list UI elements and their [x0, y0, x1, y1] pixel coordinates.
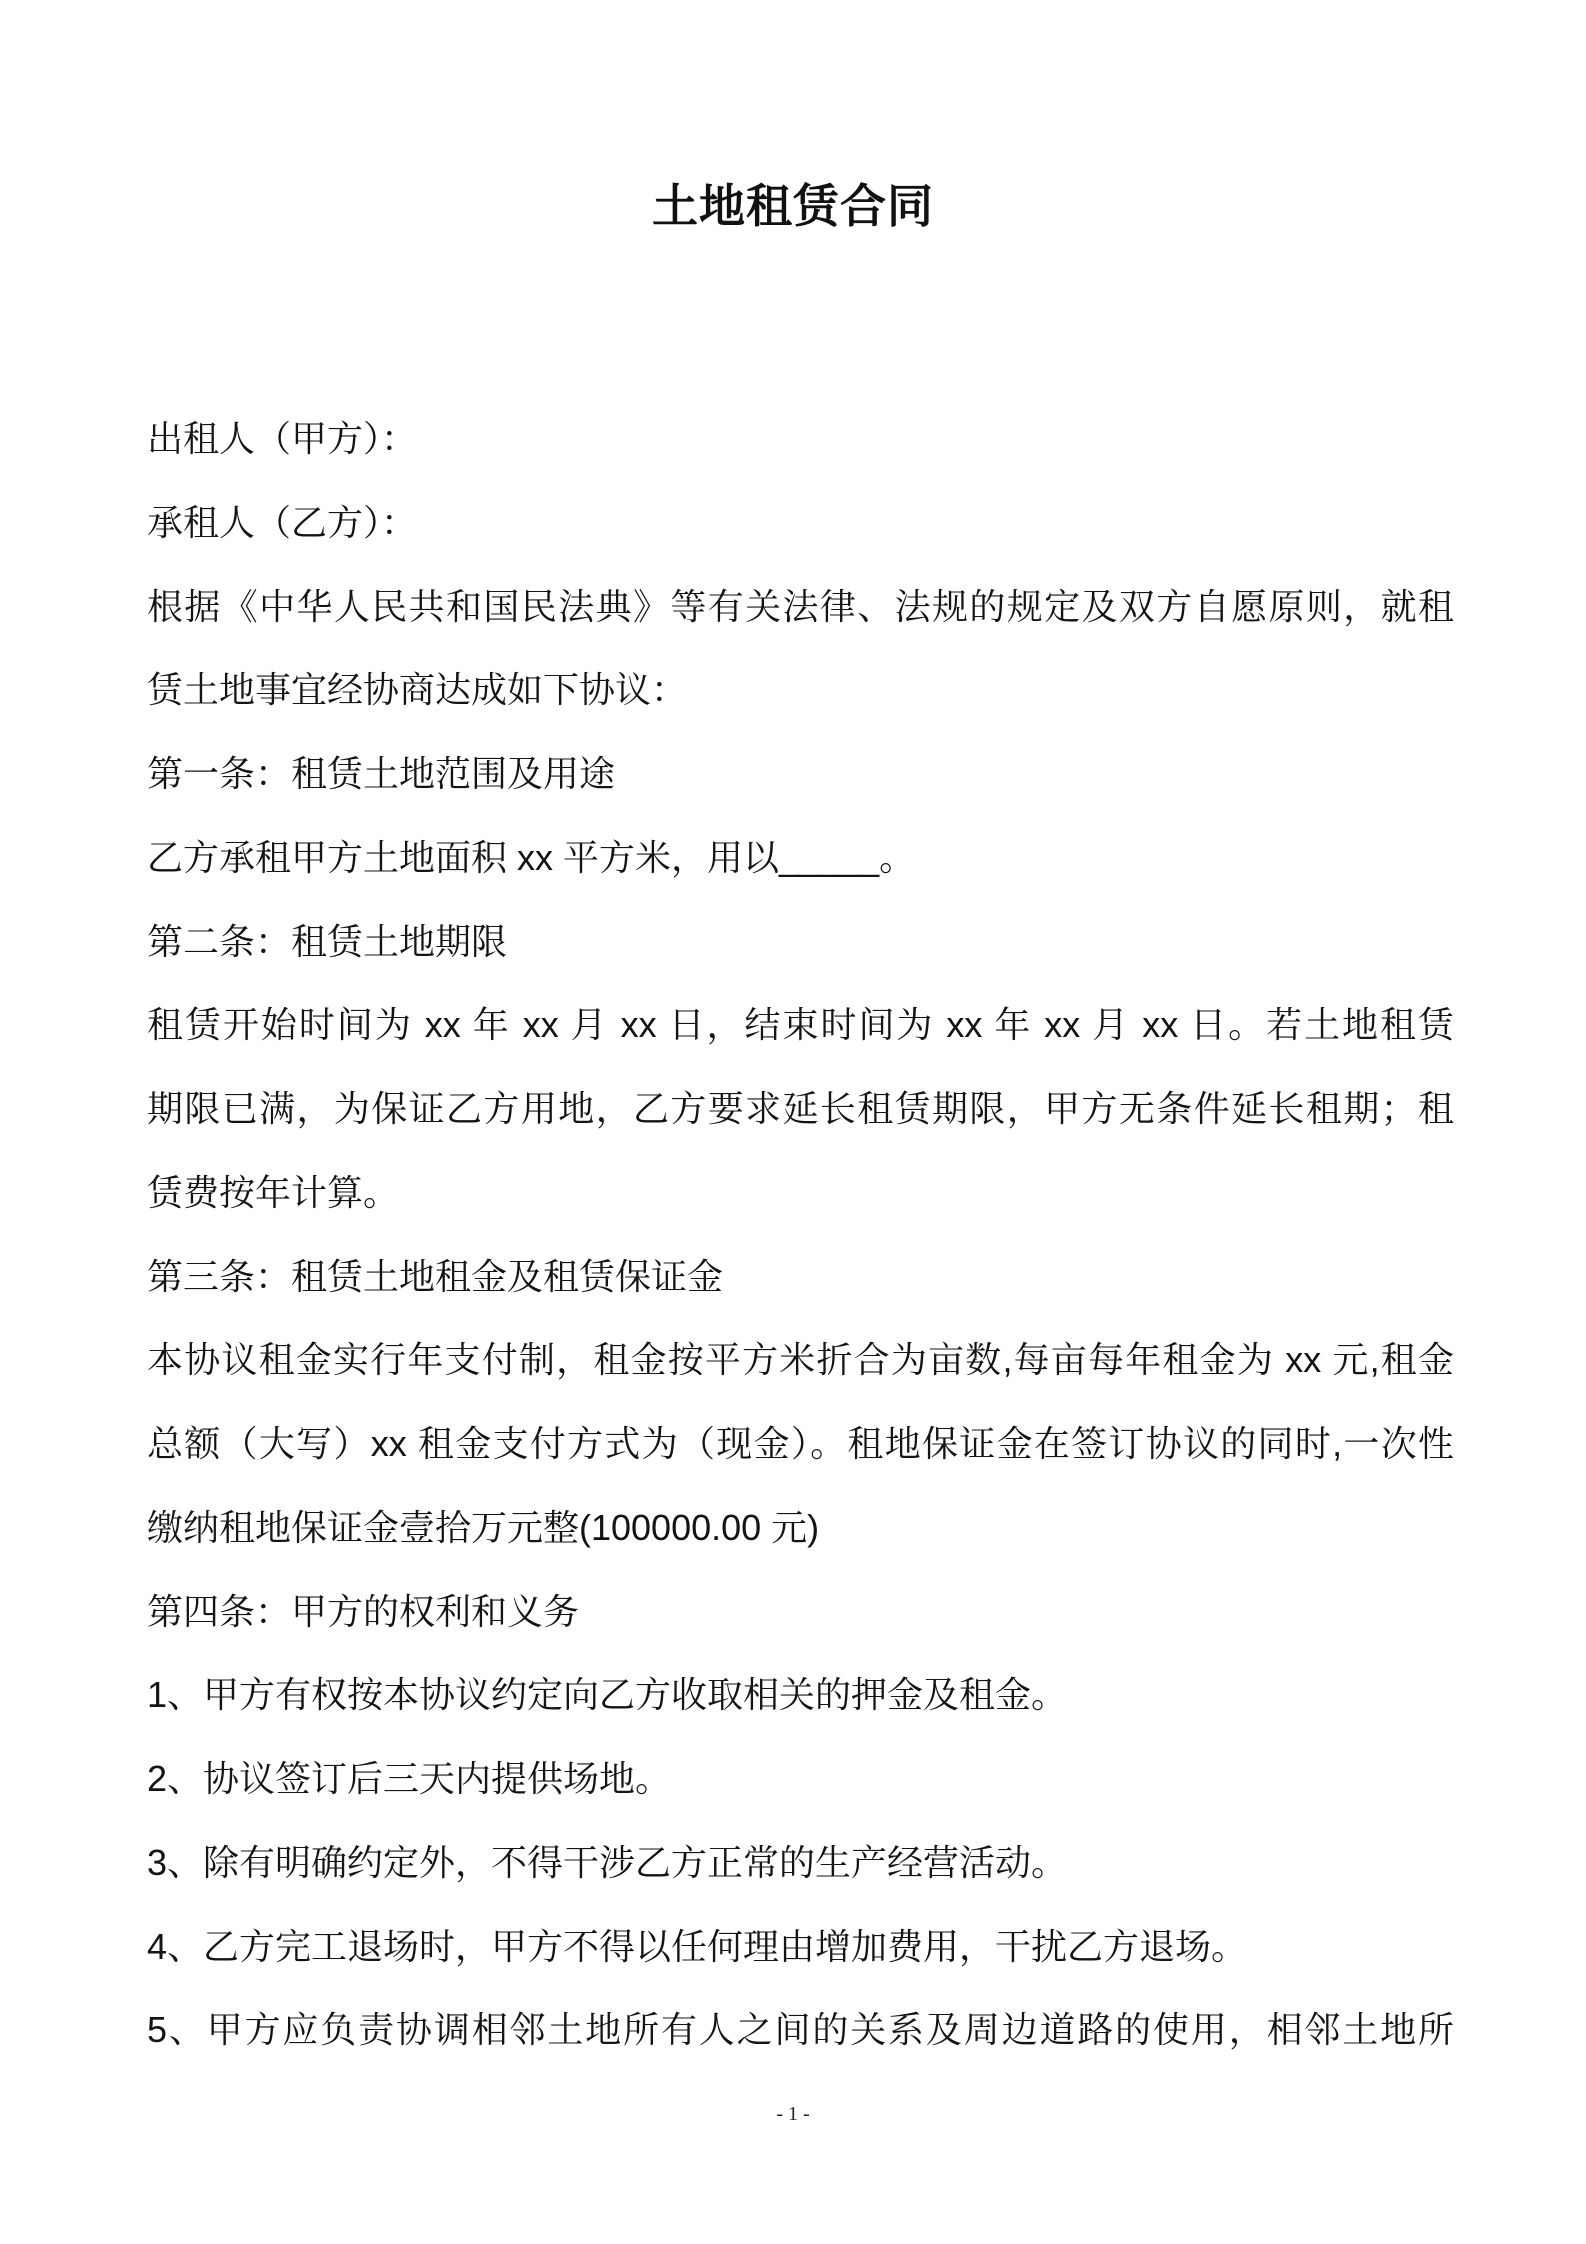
lessee-label: 承租人（乙方）：: [147, 501, 418, 543]
article-heading-3: 第三条：租赁土地租金及租赁保证金: [147, 1255, 724, 1297]
article-4-item: 4、乙方完工退场时，甲方不得以任何理由增加费用，干扰乙方退场。: [147, 1925, 1248, 1967]
article-heading-4: 第四条：甲方的权利和义务: [147, 1590, 580, 1632]
article-2-text-line: 赁费按年计算。: [147, 1171, 400, 1213]
document-title: 土地租赁合同: [652, 180, 934, 232]
article-3-text-line: 总额（大写）xx 租金支付方式为（现金）。租地保证金在签订协议的同时,一次性: [147, 1423, 1454, 1464]
contract-body: [147, 397, 1454, 2072]
page-number: - 1 -: [776, 2103, 810, 2125]
article-heading-1: 第一条：租赁土地范围及用途: [147, 753, 616, 794]
article-4-item: 2、协议签订后三天内提供场地。: [147, 1758, 672, 1799]
article-4-item: 5、甲方应负责协调相邻土地所有人之间的关系及周边道路的使用，相邻土地所: [147, 2009, 1454, 2051]
article-4-item: 3、除有明确约定外，不得干涉乙方正常的生产经营活动。: [147, 1841, 1068, 1883]
lessor-label: 出租人（甲方）：: [147, 418, 418, 459]
article-2-text-line: 租赁开始时间为 xx 年 xx 月 xx 日，结束时间为 xx 年 xx 月 xx 日。若土地租赁: [147, 1004, 1454, 1046]
article-3-text-line: 缴纳租地保证金壹拾万元整(100000.00 元): [147, 1506, 820, 1548]
article-heading-2: 第二条：租赁土地期限: [147, 920, 508, 962]
preamble-line: 赁土地事宜经协商达成如下协议：: [147, 669, 688, 711]
article-4-item: 1、甲方有权按本协议约定向乙方收取相关的押金及租金。: [147, 1674, 1068, 1716]
article-3-text-line: 本协议租金实行年支付制，租金按平方米折合为亩数,每亩每年租金为 xx 元,租金: [147, 1339, 1454, 1381]
article-2-text-line: 期限已满，为保证乙方用地，乙方要求延长租赁期限，甲方无条件延长租期；租: [147, 1088, 1454, 1129]
preamble-line: 根据《中华人民共和国民法典》等有关法律、法规的规定及双方自愿原则，就租: [147, 585, 1454, 627]
article-1-text-line: 乙方承租甲方土地面积 xx 平方米，用以_____。: [147, 836, 916, 878]
